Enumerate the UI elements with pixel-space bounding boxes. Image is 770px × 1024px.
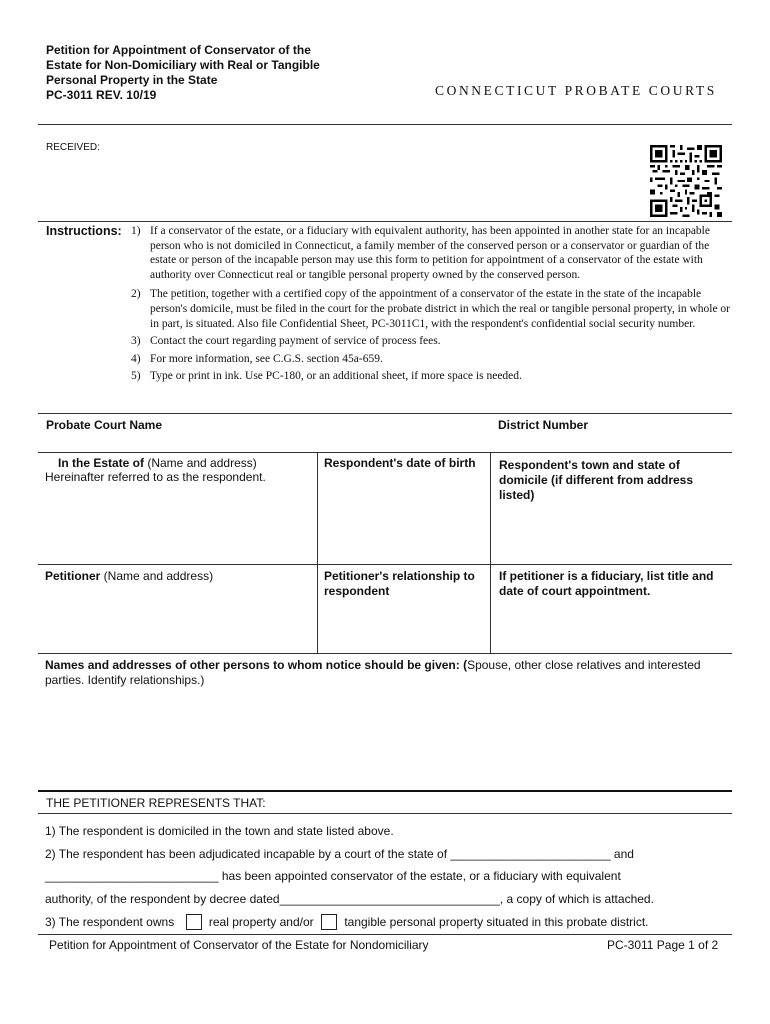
- instruction-text: Contact the court regarding payment of service of process fees.: [150, 335, 441, 348]
- instruction-number: 5): [131, 370, 141, 383]
- instructions-label: Instructions:: [46, 224, 122, 238]
- form-number: PC-3011 REV. 10/19: [46, 88, 157, 102]
- town-state-field[interactable]: [499, 506, 719, 560]
- tangible-property-label: tangible personal property situated in this probate district.: [344, 915, 649, 929]
- instruction-item: [131, 352, 731, 367]
- petitioner-label: [45, 569, 310, 584]
- instruction-number: 2): [131, 288, 141, 301]
- form-title-line: Petition for Appointment of Conservator of the: [46, 43, 311, 57]
- district-number-field[interactable]: [498, 436, 723, 452]
- instruction-item: [131, 369, 731, 384]
- respondent-note: Hereinafter referred to as the respondent.: [45, 470, 266, 484]
- footer-page-number: PC-3011 Page 1 of 2: [607, 938, 719, 952]
- qr-code-icon: [650, 145, 722, 217]
- section-divider: [38, 813, 732, 814]
- section-divider: [38, 790, 732, 792]
- form-grid-line: [38, 653, 732, 654]
- represents-heading: THE PETITIONER REPRESENTS THAT:: [46, 796, 266, 810]
- form-grid-line: [38, 564, 732, 565]
- real-property-checkbox[interactable]: [186, 914, 202, 930]
- instructions-divider: [38, 221, 732, 222]
- estate-of-label-bold: In the Estate of: [58, 456, 145, 470]
- instruction-item: [131, 287, 731, 331]
- form-title-line: Personal Property in the State: [46, 73, 218, 87]
- statement-2-line-2[interactable]: __________________________ has been appointed conservator of the estate, or a fiduciary with equivalent: [45, 869, 621, 883]
- instructions-list: [131, 224, 731, 387]
- form-grid-line: [490, 452, 491, 653]
- form-title: [46, 43, 376, 103]
- fiduciary-label: If petitioner is a fiduciary, list title and date of court appointment.: [499, 569, 714, 598]
- district-number-label: District Number: [498, 418, 589, 432]
- instruction-number: 3): [131, 335, 141, 348]
- real-property-label: real property and/or: [208, 915, 314, 929]
- statement-3-text: 3) The respondent owns: [45, 915, 175, 929]
- instruction-number: 4): [131, 352, 141, 365]
- statement-3: [45, 914, 648, 930]
- probate-court-name-label: Probate Court Name: [46, 418, 163, 432]
- fiduciary-field[interactable]: [499, 602, 719, 650]
- probate-court-name-field[interactable]: [45, 436, 485, 452]
- estate-of-field[interactable]: [45, 488, 313, 560]
- instruction-text: The petition, together with a certified copy of the appointment of a conservator of the estate in the state of the incapable person's domicile, must be filed in the court for the probate district in which the real or tangible personal property, in whole or in part, is situated. Also file Confidential Sheet, PC-3011C1, with the respondent's confidential social security number.: [150, 288, 730, 330]
- instruction-item: [131, 224, 731, 282]
- petitioner-field[interactable]: [45, 586, 313, 650]
- instruction-text: If a conservator of the estate, or a fiduciary with equivalent authority, has been appointed in another state for an incapable person who is not domiciled in Connecticut, a family member of the conserved person or a conservator or guardian of the estate or person of the incapable person may use this form to petition for appointment of a conservator of the estate with authority over Connecticut real or tangible personal property owned by the conserved person.: [150, 225, 710, 281]
- estate-of-label: [58, 456, 313, 471]
- statement-2-line-3[interactable]: authority, of the respondent by decree dated_________________________________, a copy of which is attached.: [45, 892, 654, 906]
- statement-2-line-1[interactable]: 2) The respondent has been adjudicated incapable by a court of the state of ________________________ and: [45, 847, 634, 861]
- instruction-text: For more information, see C.G.S. section 45a-659.: [150, 352, 383, 365]
- notice-label-rest: Spouse, other close relatives and interested parties. Identify relationships.): [45, 658, 701, 687]
- court-name: CONNECTICUT PROBATE COURTS: [435, 83, 717, 98]
- header-divider: [38, 124, 732, 125]
- form-grid-line: [317, 452, 318, 653]
- notice-label: [45, 658, 715, 688]
- form-grid-line: [38, 452, 732, 453]
- instruction-text: Type or print in ink. Use PC-180, or an additional sheet, if more space is needed.: [150, 370, 522, 383]
- notice-field[interactable]: [45, 692, 725, 784]
- statement-1: 1) The respondent is domiciled in the town and state listed above.: [45, 824, 394, 838]
- relationship-field[interactable]: [324, 602, 484, 650]
- form-title-line: Estate for Non-Domiciliary with Real or Tangible: [46, 58, 320, 72]
- instruction-number: 1): [131, 225, 141, 237]
- estate-of-label-rest: (Name and address): [144, 456, 257, 470]
- town-state-label: Respondent's town and state of domicile (if different from address listed): [499, 458, 694, 502]
- tangible-property-checkbox[interactable]: [321, 914, 337, 930]
- instruction-item: [131, 334, 731, 349]
- relationship-label: Petitioner's relationship to respondent: [324, 569, 475, 598]
- received-label: RECEIVED:: [46, 142, 100, 153]
- form-grid-line: [38, 413, 732, 414]
- petitioner-label-bold: Petitioner: [45, 569, 101, 583]
- petitioner-label-rest: (Name and address): [100, 569, 214, 583]
- footer-divider: [38, 934, 732, 935]
- footer-form-title: Petition for Appointment of Conservator of the Estate for Nondomiciliary: [49, 938, 429, 952]
- dob-field[interactable]: [324, 474, 484, 560]
- notice-label-bold: Names and addresses of other persons to whom notice should be given: (: [45, 658, 468, 672]
- dob-label: Respondent's date of birth: [324, 456, 476, 470]
